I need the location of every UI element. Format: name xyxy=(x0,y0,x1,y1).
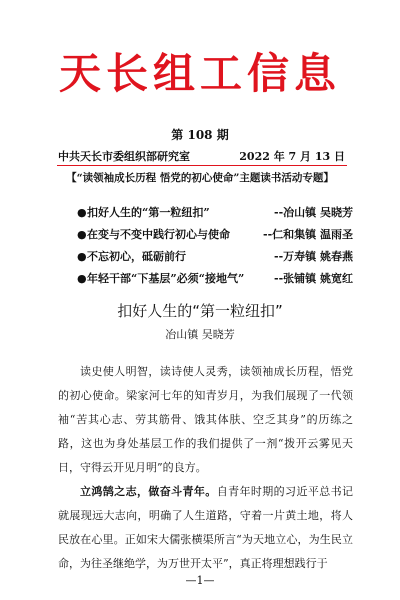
issue-date: 2022 年 7 月 13 日 xyxy=(239,150,345,163)
toc-item-title: 扣好人生的“第一粒纽扣” xyxy=(87,206,210,219)
toc-item[interactable] xyxy=(77,268,367,290)
paragraph-lead: 立鸿鹄之志，做奋斗青年。 xyxy=(80,485,217,498)
bullet-icon: ● xyxy=(77,228,87,241)
article-paragraph: 读史使人明智，读诗使人灵秀，读领袖成长历程，悟党的初心使命。梁家河七年的知青岁月，为我们展现了一代领袖“苦其心志、劳其筋骨、饿其体肤、空乏其身”的历练之路，这也为身处基层工作的我们提供了一剂“拨开云雾见天日，守得云开见月明”的良方。 xyxy=(58,365,353,474)
toc-item[interactable] xyxy=(77,246,367,268)
bullet-icon: ● xyxy=(77,206,87,219)
article-author: 冶山镇 吴晓芳 xyxy=(165,328,235,341)
table-of-contents xyxy=(77,202,367,290)
toc-item-author: --仁和集镇 温雨圣 xyxy=(263,228,353,241)
topic-banner: 【“读领袖成长历程 悟党的初心使命”主题读书活动专题】 xyxy=(66,172,334,184)
header-divider xyxy=(57,165,347,166)
toc-item-title: 在变与不变中践行初心与使命 xyxy=(87,228,230,241)
toc-item[interactable] xyxy=(77,224,367,246)
masthead-title: 天长组工信息 xyxy=(58,49,341,98)
bullet-icon: ● xyxy=(77,272,87,285)
bullet-icon: ● xyxy=(77,250,87,263)
article-paragraph xyxy=(58,480,353,576)
toc-item-author: --万寿镇 姚春燕 xyxy=(274,250,353,263)
toc-item-author: --冶山镇 吴晓芳 xyxy=(274,206,353,219)
paragraph-body: 自青年时期的习近平总书记就展现远大志向，明确了人生道路，守着一片黄土地，将人民放在心里。正如宋大儒张横渠所言“为天地立心，为生民立命，为往圣继绝学，为万世开太平”，真正将理想践行于 xyxy=(58,485,354,570)
article-title: 扣好人生的“第一粒纽扣” xyxy=(117,302,283,320)
toc-item-title: 不忘初心，砥砺前行 xyxy=(87,250,186,263)
page-number: —1— xyxy=(185,574,215,587)
issue-number: 第 108 期 xyxy=(171,128,229,142)
toc-item[interactable] xyxy=(77,202,367,224)
toc-item-author: --张铺镇 姚宽红 xyxy=(274,272,353,285)
organization-name: 中共天长市委组织部研究室 xyxy=(58,150,190,163)
toc-item-title: 年轻干部“下基层”必须“接地气” xyxy=(87,272,245,285)
